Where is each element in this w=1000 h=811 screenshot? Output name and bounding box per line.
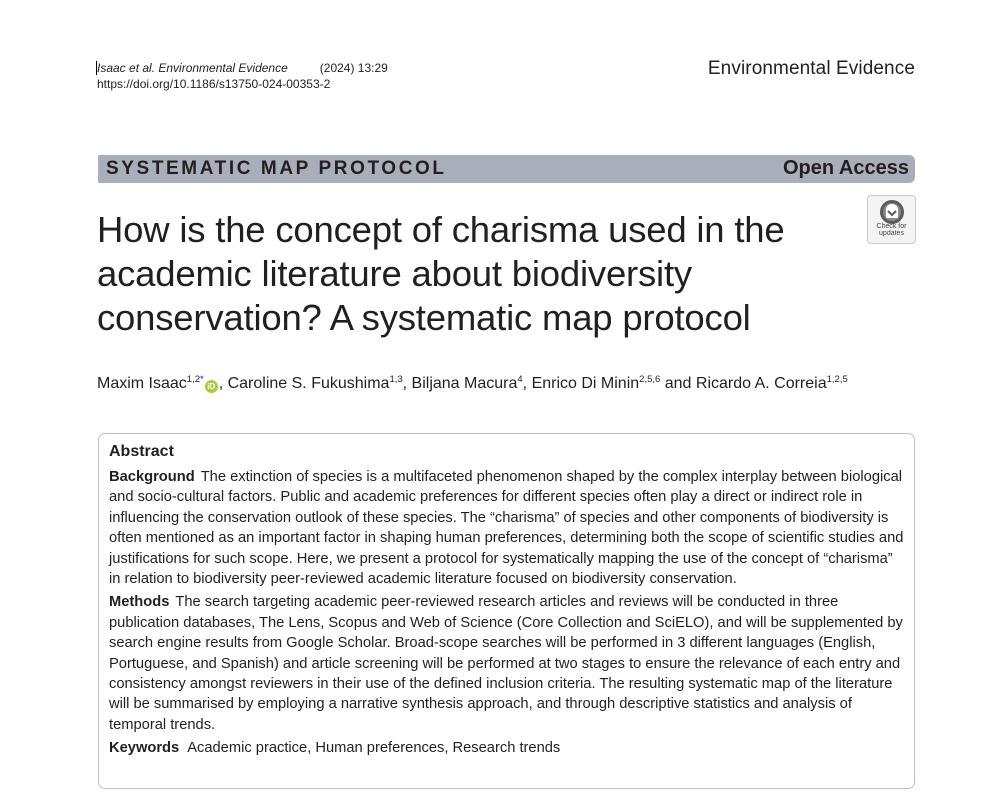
abstract-heading: Abstract: [109, 443, 174, 460]
author-name: Ricardo A. Correia: [695, 375, 827, 392]
author-name: Enrico Di Minin: [531, 375, 640, 392]
journal-name: Environmental Evidence: [707, 58, 915, 79]
methods-label: Methods: [109, 594, 170, 611]
methods-text: The search targeting academic peer-reviewed research articles and reviews will be conducted in three publication databases, The Lens, Scopus and Web of Science (Core Collection and SciELO), and will be supplemented by search engine results from Google Scholar. Broad-scope searches will be performed in 3 different languages (English, Portuguese, and Spanish) and article screening will be performed at two stages to ensure the relevance of each entry and consistency amongst reviewers in their use of the defined inclusion criteria. The resulting systematic map of the literature will be summarised by employing a narrative synthesis approach, and through descriptive statistics and analysis of temporal trends.: [109, 594, 903, 733]
author-list: Maxim Isaac$^{1,2*}$iD , Caroline S. Fukushima$^{1,3}$, Biljana Macura$^4$, Enrico Di Minin$^{2,5,6}$ and Ricardo A. Correia$^{1,2,5}$: [97, 374, 848, 392]
orcid-icon[interactable]: iD: [205, 380, 218, 393]
abstract-box: [98, 433, 915, 789]
citation-header: [97, 60, 388, 92]
citation-authors: Isaac et al. Environmental Evidence: [97, 61, 288, 75]
article-type: SYSTEMATIC MAP PROTOCOL: [106, 158, 447, 179]
check-for-updates-button[interactable]: [867, 195, 916, 244]
author-affiliation: 1,3: [389, 374, 403, 385]
keywords-label: Keywords: [109, 740, 180, 757]
check-updates-label: Check for updates: [876, 223, 907, 237]
author-affiliation: 2,5,6: [639, 374, 661, 385]
open-access-label: Open Access: [783, 157, 909, 179]
doi-link[interactable]: https://doi.org/10.1186/s13750-024-00353-2: [97, 77, 331, 91]
author-name: Maxim Isaac: [97, 375, 187, 392]
background-text: The extinction of species is a multifaceted phenomenon shaped by the complex interplay between biological and socio-cultural factors. Public and academic preferences for different species often play a direct or indirect role in influencing the conservation outlook of these species. The “charisma” of species and other components of biodiversity is often mentioned as an important factor in shaping human preferences, determining both the scope of scientific studies and justifications for such scope. Here, we present a protocol for systematically mapping the use of the concept of “charisma” in relation to biodiversity peer-reviewed academic literature focused on biodiversity conservation.: [109, 469, 904, 588]
citation-year: (2024) 13:29: [319, 61, 388, 75]
keywords: [109, 738, 904, 758]
author-affiliation: 1,2,5: [826, 374, 848, 385]
keywords-text: Academic practice, Human preferences, Research trends: [187, 740, 561, 757]
abstract-methods: [109, 592, 904, 735]
author-name: Biljana Macura: [411, 375, 518, 392]
check-updates-icon: [879, 199, 905, 225]
abstract-background: [109, 467, 904, 589]
article-title: How is the concept of charisma used in the academic literature about biodiversity conservation? A systematic map protocol: [97, 209, 785, 338]
author-name: Caroline S. Fukushima: [227, 375, 390, 392]
background-label: Background: [109, 469, 195, 485]
author-affiliation: 4: [517, 374, 523, 385]
author-affiliation: 1,2*: [186, 374, 204, 385]
article-type-banner: [98, 155, 915, 183]
